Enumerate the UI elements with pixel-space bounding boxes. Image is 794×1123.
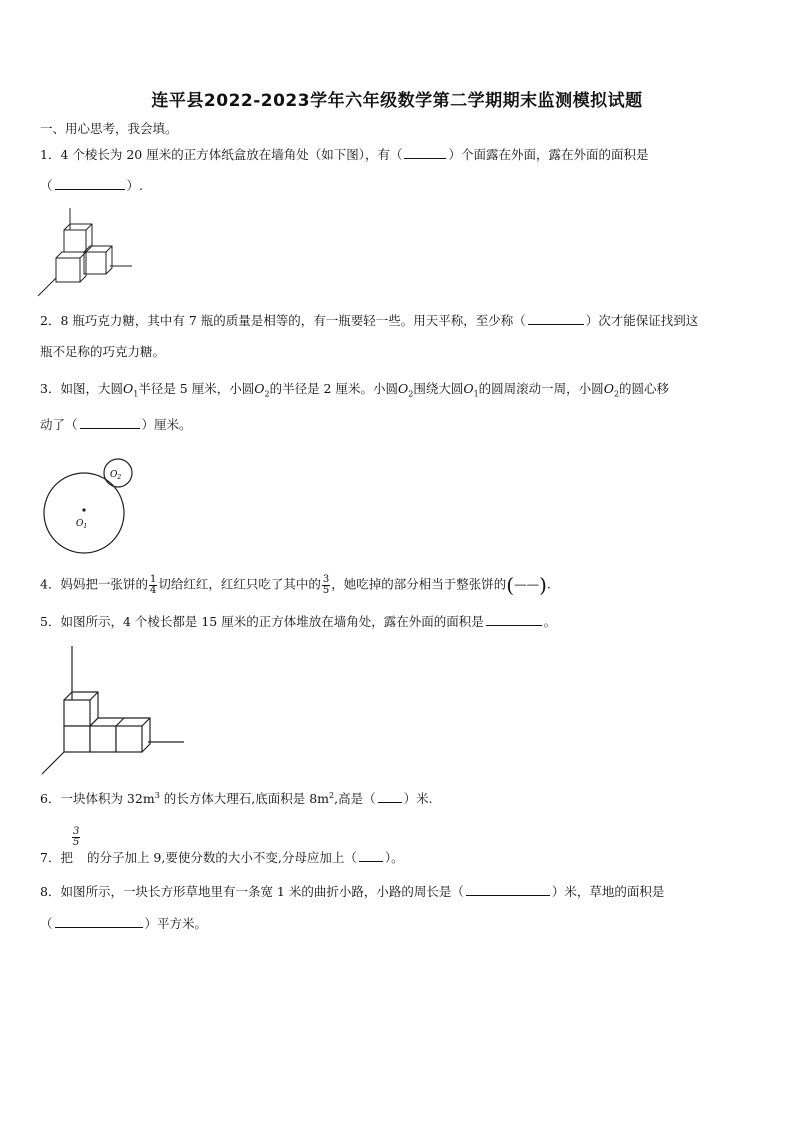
- q3-text-e: 的圆周滚动一周，小圆: [478, 381, 604, 396]
- q7-text-b: 的分子加上 9,要使分数的大小不变,分母应加上（: [86, 850, 357, 865]
- label-sub: 2: [613, 389, 620, 399]
- q1-text-b: ）个面露在外面，露在外面的面积是: [448, 147, 649, 162]
- label-o: O: [603, 381, 614, 396]
- q3-text-h: ）厘米。: [141, 417, 192, 432]
- q4-text-d: .: [546, 576, 551, 592]
- exponent: 3: [154, 791, 160, 800]
- q2-text-b: ）次才能保证找到这: [585, 313, 699, 328]
- question-4: [40, 572, 551, 598]
- answer-blank[interactable]: ——: [514, 576, 540, 592]
- cubes-corner-figure-1: [36, 206, 140, 300]
- question-2-line-2: 瓶不足称的巧克力糖。: [40, 344, 166, 359]
- section-heading: 一、用心思考，我会填。: [40, 121, 178, 136]
- q3-text-c: 的半径是 2 厘米。小圆: [269, 381, 398, 396]
- paren: ): [539, 573, 547, 597]
- q2-text-a: 2．8 瓶巧克力糖，其中有 7 瓶的质量是相等的，有一瓶要轻一些。用天平称，至少称（: [40, 313, 526, 328]
- q6-text-b: 的长方体大理石,底面积是 8m: [159, 791, 330, 807]
- center-point: [82, 508, 85, 511]
- q3-text-b: 半径是 5 厘米，小圆: [138, 381, 255, 396]
- fraction: $\frac{3}{5}$: [322, 573, 330, 596]
- answer-blank[interactable]: [55, 178, 125, 190]
- question-6: [40, 791, 433, 807]
- q5-text-a: 5．如图所示，4 个棱长都是 15 厘米的正方体堆放在墙角处，露在外面的面积是: [40, 614, 484, 629]
- exponent: 2: [329, 791, 335, 800]
- question-7: [40, 850, 404, 866]
- q3-text-g: 动了（: [40, 417, 78, 432]
- small-circle: [104, 459, 132, 487]
- fraction: $\frac{1}{4}$: [149, 573, 157, 596]
- label-sub: 1: [473, 389, 479, 399]
- q1-text-c: （: [40, 178, 53, 193]
- circles-figure: [38, 456, 138, 556]
- answer-blank[interactable]: [486, 614, 542, 626]
- answer-blank[interactable]: [80, 417, 140, 429]
- q1-text-d: ）.: [126, 178, 143, 193]
- answer-blank[interactable]: [359, 850, 383, 862]
- answer-blank[interactable]: [528, 313, 584, 325]
- q6-text-d: ）米.: [403, 791, 433, 807]
- question-1-line-2: [40, 178, 143, 194]
- cubes-corner-figure-2: [38, 644, 190, 776]
- question-2-line-1: [40, 313, 698, 329]
- q3-text-d: 围绕大圆: [413, 381, 464, 396]
- label-o: O: [463, 381, 474, 396]
- q7-text-a: 7．把: [40, 850, 73, 865]
- q6-text-a: 6．一块体积为 32m: [40, 791, 155, 807]
- label-o: O: [122, 381, 134, 396]
- q3-text-f: 的圆心移: [619, 381, 670, 396]
- q8-text-b: ）米，草地的面积是: [551, 884, 665, 899]
- q3-text-a: 3．如图，大圆: [40, 381, 123, 396]
- question-5: [40, 614, 556, 630]
- q1-text-a: 1．4 个棱长为 20 厘米的正方体纸盒放在墙角处（如下图），有（: [40, 147, 403, 162]
- question-3-line-2: [40, 417, 192, 433]
- label-o: O: [254, 381, 265, 396]
- question-8-line-1: [40, 884, 664, 900]
- answer-blank[interactable]: [55, 916, 143, 928]
- label-o2: $O_2$: [110, 470, 122, 481]
- question-8-line-2: [40, 916, 207, 932]
- label-o: O: [397, 381, 409, 396]
- answer-blank[interactable]: [404, 147, 446, 159]
- label-sub: 2: [408, 389, 414, 399]
- answer-blank[interactable]: [466, 884, 550, 896]
- q5-text-b: 。: [543, 614, 557, 629]
- q8-text-d: ）平方米。: [144, 916, 208, 931]
- q4-text-c: ，她吃掉的部分相当于整张饼的: [331, 576, 507, 592]
- question-1-line-1: [40, 147, 649, 163]
- q8-text-c: （: [40, 916, 53, 931]
- label-o1: $O_1$: [76, 519, 88, 530]
- label-sub: 2: [264, 389, 270, 399]
- question-3-line-1: [40, 381, 669, 400]
- q4-text-b: 切给红红，红红只吃了其中的: [158, 576, 321, 592]
- q8-text-a: 8．如图所示，一块长方形草地里有一条宽 1 米的曲折小路，小路的周长是（: [40, 884, 464, 899]
- label-sub: 1: [133, 389, 139, 399]
- answer-blank[interactable]: [378, 791, 402, 803]
- q7-fraction: $\frac{3}{5}$: [73, 826, 80, 848]
- paren: (: [506, 573, 515, 597]
- q6-text-c: ,高是（: [334, 791, 376, 807]
- page-title: 连平县2022-2023学年六年级数学第二学期期末监测模拟试题: [151, 91, 643, 111]
- q7-text-c: ）。: [384, 850, 404, 865]
- q4-text-a: 4．妈妈把一张饼的: [40, 576, 148, 592]
